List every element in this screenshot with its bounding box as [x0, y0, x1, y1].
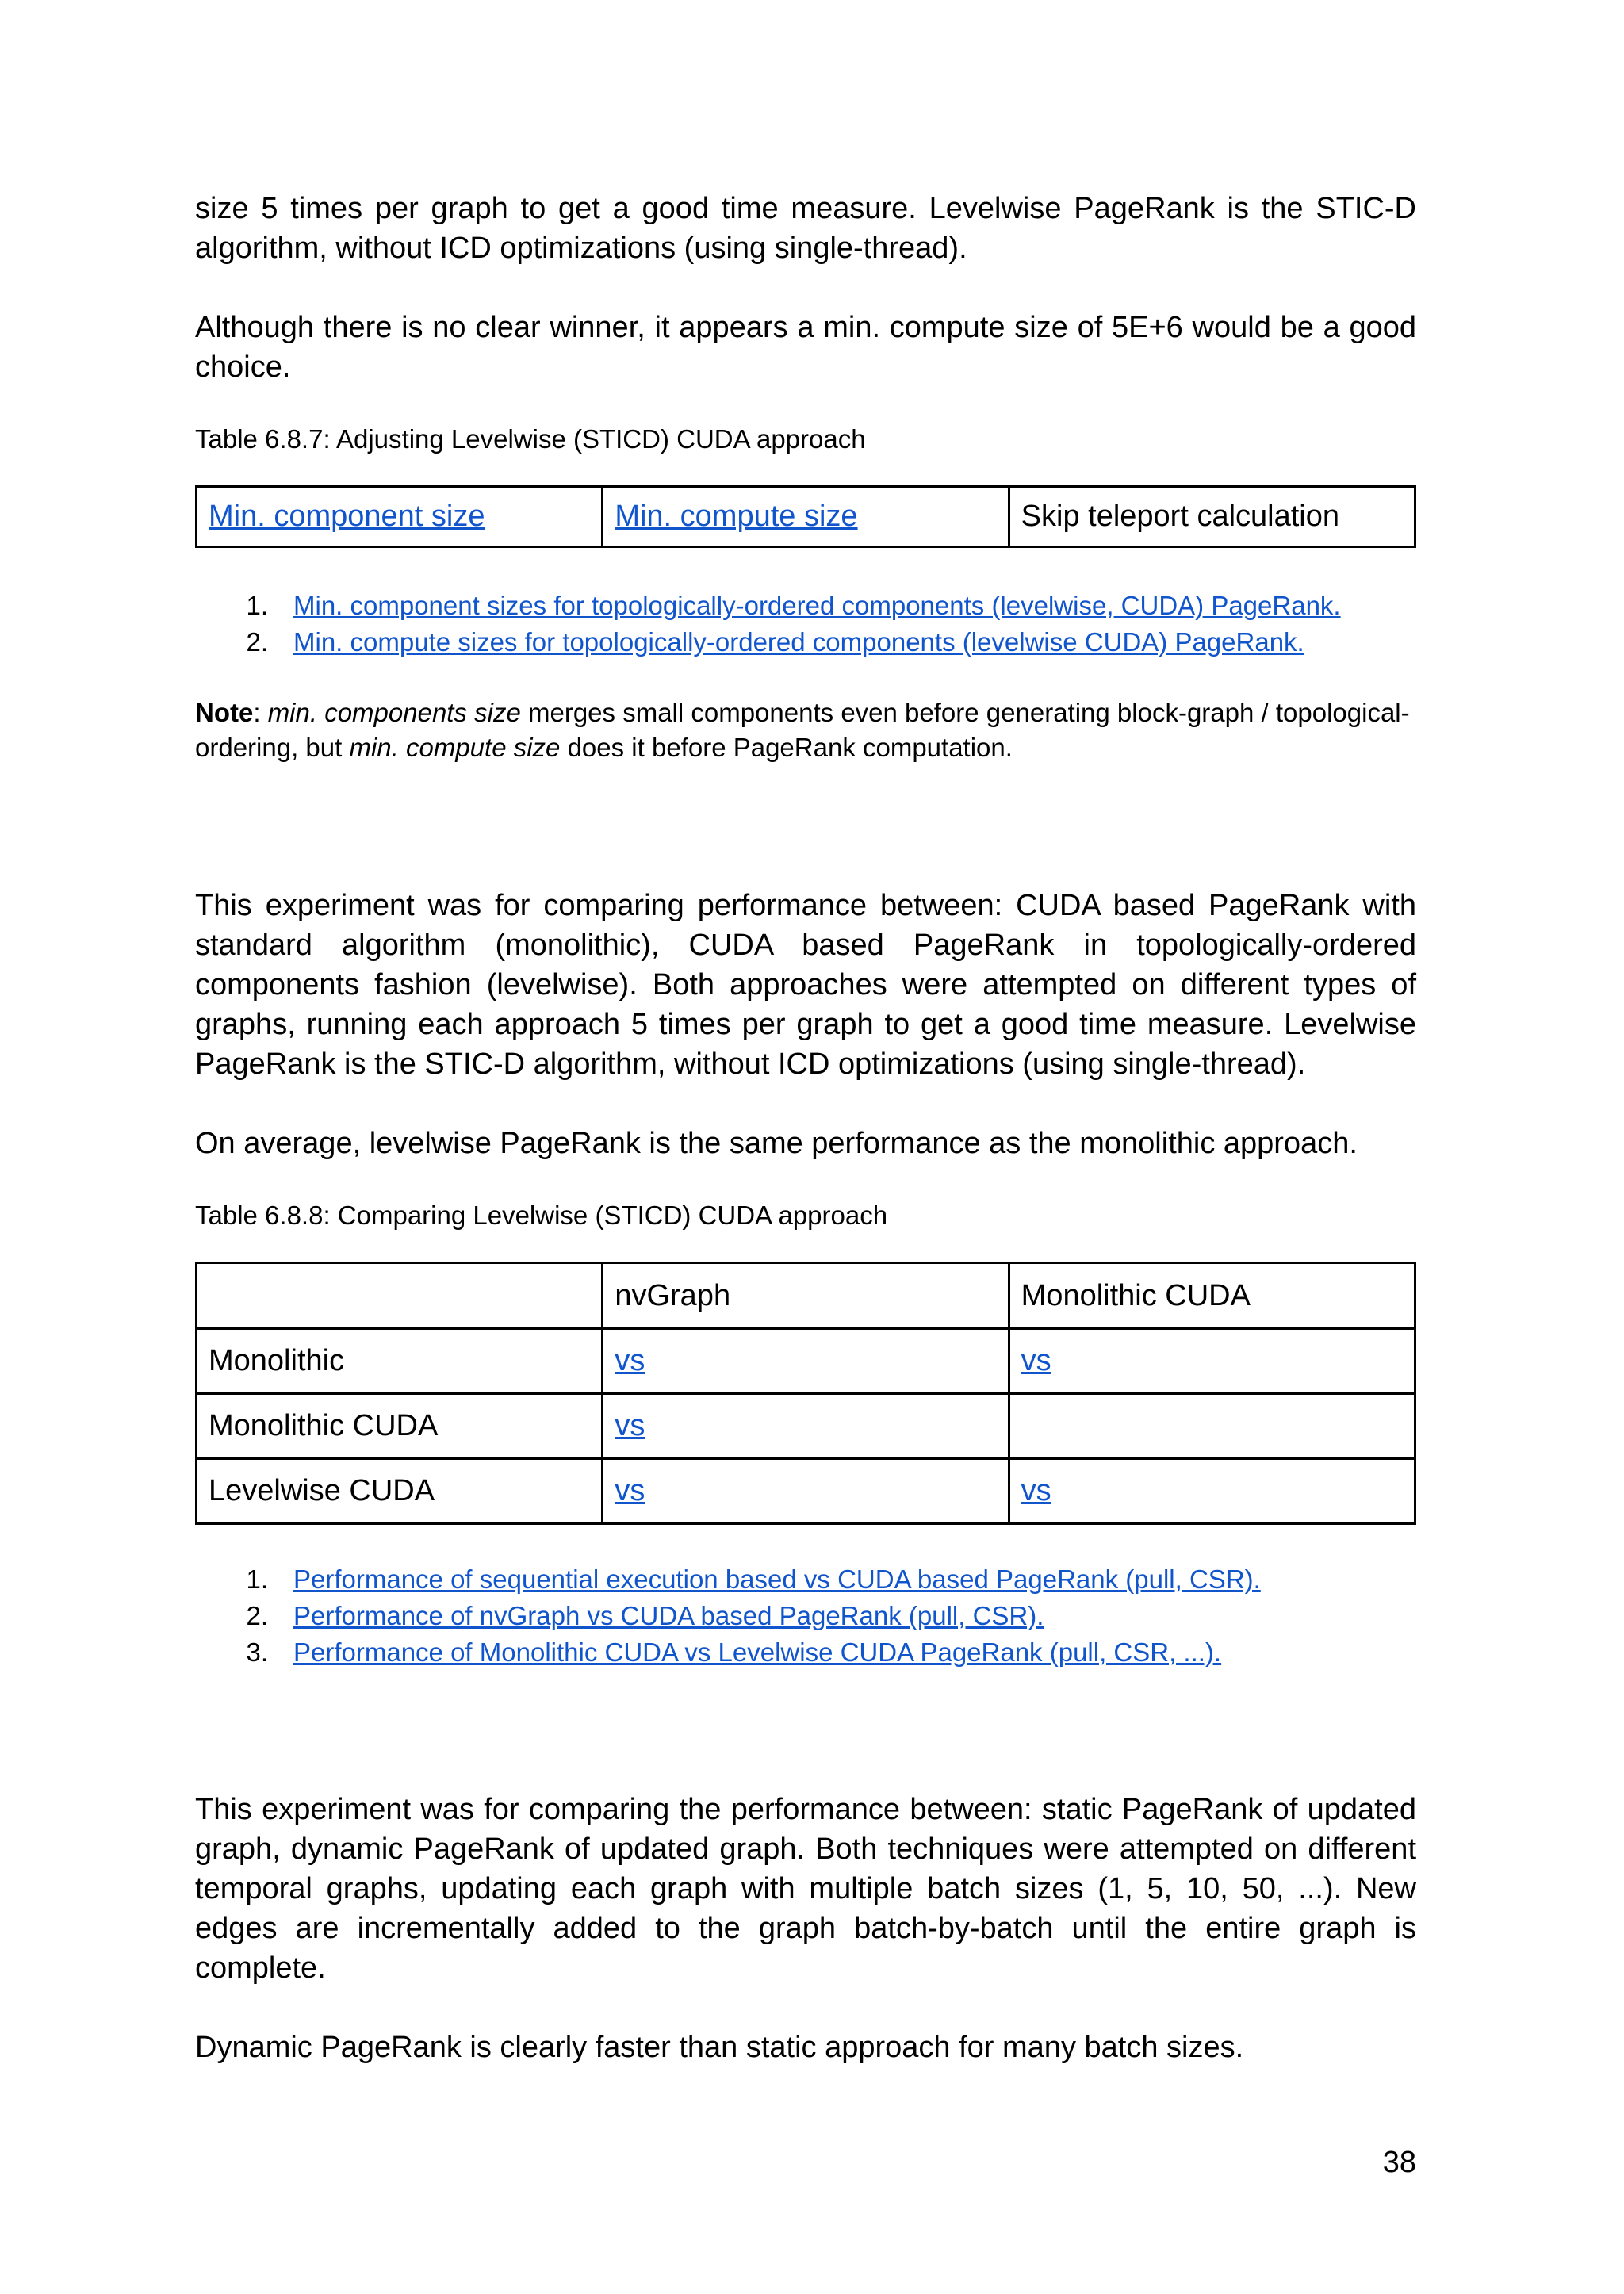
list-item[interactable] [195, 624, 1416, 661]
table-cell[interactable] [603, 1329, 1009, 1394]
page-number: 38 [1382, 2146, 1416, 2179]
note-term-2: min. compute size [349, 733, 561, 762]
row-label: Levelwise CUDA [197, 1459, 603, 1524]
min-compute-size-link[interactable]: Min. compute size [615, 500, 858, 533]
note-label: Note [195, 698, 254, 727]
document-page [195, 189, 1416, 2107]
list-number: 3. [246, 1637, 268, 1667]
paragraph-2: Although there is no clear winner, it appears a min. compute size of 5E+6 would be a good choice. [195, 311, 1416, 384]
note-term-1: min. components size [267, 698, 521, 727]
reference-list-2 [195, 1561, 1416, 1671]
vs-link[interactable]: vs [615, 1409, 645, 1442]
table-1-cell[interactable] [603, 487, 1009, 547]
list-number: 1. [246, 591, 268, 620]
skip-teleport-label: Skip teleport calculation [1021, 500, 1339, 533]
note-text-end: does it before PageRank computation. [560, 733, 1013, 762]
reference-link[interactable]: Performance of Monolithic CUDA vs Levelwise CUDA PageRank (pull, CSR, ...). [293, 1637, 1222, 1667]
paragraph-6: Dynamic PageRank is clearly faster than static approach for many batch sizes. [195, 2031, 1244, 2064]
table-cell[interactable] [603, 1394, 1009, 1459]
table-row [197, 1329, 1415, 1394]
table-2-header-cell [197, 1263, 603, 1329]
table-2-caption: Table 6.8.8: Comparing Levelwise (STICD) CUDA approach [195, 1201, 888, 1230]
table-2-header-row [197, 1263, 1415, 1329]
vs-link[interactable]: vs [615, 1474, 645, 1507]
reference-link[interactable]: Min. compute sizes for topologically-ordered components (levelwise CUDA) PageRank. [293, 627, 1304, 657]
list-item[interactable] [195, 1634, 1416, 1671]
reference-link[interactable]: Min. component sizes for topologically-ordered components (levelwise, CUDA) PageRank. [293, 591, 1341, 620]
list-number: 1. [246, 1564, 268, 1594]
paragraph-3: This experiment was for comparing performance between: CUDA based PageRank with standard algorithm (monolithic), CUDA based PageRank in topologically-ordered components fashion (levelwise). Both approaches were attempted on different types of graphs, running each approach 5 times per graph to get a good time measure. Levelwise PageRank is the STIC-D algorithm, without ICD optimizations (using single-thread). [195, 889, 1416, 1081]
table-cell-empty [1009, 1394, 1415, 1459]
vs-link[interactable]: vs [615, 1344, 645, 1377]
row-label: Monolithic [197, 1329, 603, 1394]
table-cell[interactable] [603, 1459, 1009, 1524]
paragraph-1: size 5 times per graph to get a good time measure. Levelwise PageRank is the STIC-D algorithm, without ICD optimizations (using single-thread). [195, 192, 1416, 265]
list-item[interactable] [195, 588, 1416, 624]
table-2-header-cell: Monolithic CUDA [1009, 1263, 1415, 1329]
table-row [197, 1459, 1415, 1524]
vs-link[interactable]: vs [1021, 1344, 1051, 1377]
table-1-cell[interactable] [197, 487, 603, 547]
vs-link[interactable]: vs [1021, 1474, 1051, 1507]
table-1-caption: Table 6.8.7: Adjusting Levelwise (STICD) CUDA approach [195, 424, 866, 454]
table-cell[interactable] [1009, 1459, 1415, 1524]
table-2-header-cell: nvGraph [603, 1263, 1009, 1329]
table-row [197, 1394, 1415, 1459]
reference-link[interactable]: Performance of nvGraph vs CUDA based PageRank (pull, CSR). [293, 1601, 1044, 1630]
min-component-size-link[interactable]: Min. component size [209, 500, 485, 533]
paragraph-5: This experiment was for comparing the performance between: static PageRank of updated graph, dynamic PageRank of updated graph. Both techniques were attempted on different temporal graphs, updating each graph with multiple batch sizes (1, 5, 10, 50, ...). New edges are incrementally added to the graph batch-by-batch until the entire graph is complete. [195, 1793, 1416, 1985]
paragraph-4: On average, levelwise PageRank is the same performance as the monolithic approach. [195, 1127, 1358, 1160]
table-1 [195, 485, 1416, 548]
reference-list-1 [195, 588, 1416, 661]
note-text-mid: merges small components even before generating block-graph / topological-ordering, but [195, 698, 1410, 762]
reference-link[interactable]: Performance of sequential execution based vs CUDA based PageRank (pull, CSR). [293, 1564, 1261, 1594]
row-label: Monolithic CUDA [197, 1394, 603, 1459]
list-item[interactable] [195, 1598, 1416, 1634]
list-number: 2. [246, 1601, 268, 1630]
list-number: 2. [246, 627, 268, 657]
table-2 [195, 1262, 1416, 1525]
table-cell[interactable] [1009, 1329, 1415, 1394]
note-paragraph [195, 695, 1416, 765]
table-1-cell [1009, 487, 1415, 547]
table-1-row [197, 487, 1415, 547]
note-colon: : [253, 698, 268, 727]
list-item[interactable] [195, 1561, 1416, 1598]
